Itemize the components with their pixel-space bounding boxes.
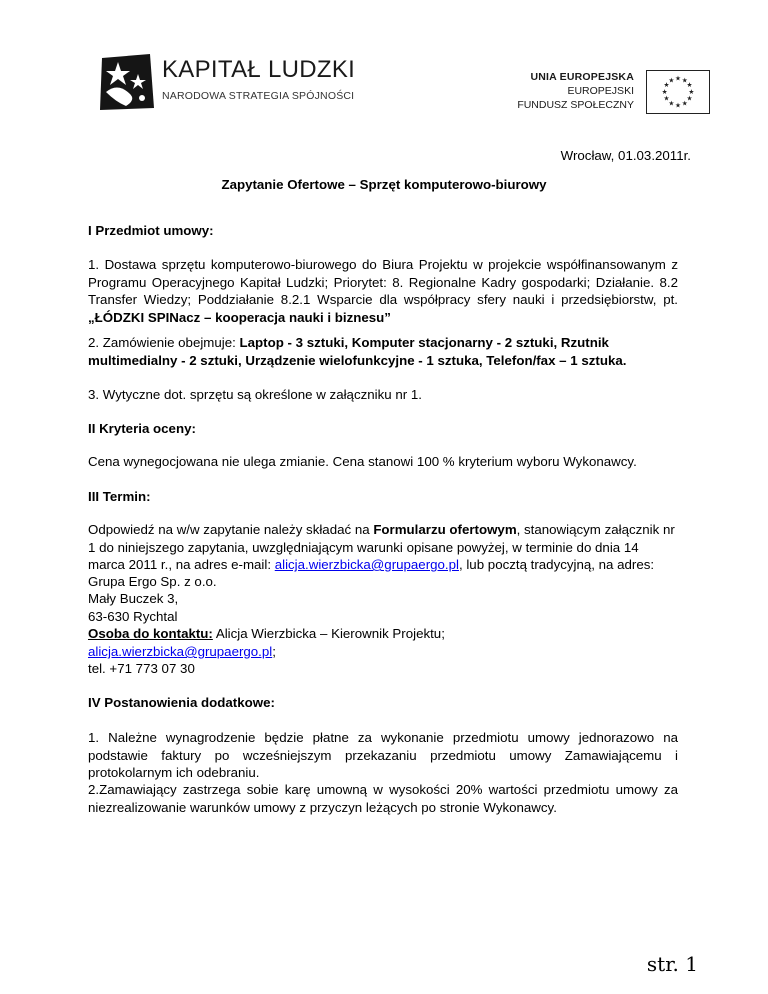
svg-text:★: ★ (661, 87, 668, 96)
svg-text:★: ★ (668, 99, 675, 108)
eu-flag-icon (646, 70, 710, 114)
eu-logo (500, 70, 710, 122)
section3-p1-b: , stanowiącym załącznik nr 1 do niniejszego zapytania, uwzględniającym warunki opisane powyżej, w terminie do dnia 14 marca 2011 r., na adres e-mail: (88, 522, 675, 572)
contact-person (88, 625, 678, 643)
contact-email-link[interactable]: alicja.wierzbicka@grupaergo.pl (88, 644, 273, 659)
section4-paragraph1: 1. Należne wynagrodzenie będzie płatne za wykonanie przedmiotu umowy jednorazowo na podstawie faktury po wcześniejszym przekazaniu przedmiotu umowy Zamawiającemu i protokolarnym ich odebraniu. (88, 730, 678, 780)
eu-logo-line1: UNIA EUROPEJSKA (530, 71, 634, 83)
section3-paragraph1 (88, 521, 678, 574)
section3-p1-a: Odpowiedź na w/w zapytanie należy składać na (88, 522, 374, 537)
kapital-ludzki-logo (96, 52, 356, 112)
svg-text:★: ★ (686, 94, 693, 103)
order-items: Laptop - 3 sztuki, Komputer stacjonarny - 2 sztuki, Rzutnik multimedialny - 2 sztuki, Urządzenie wielofunkcyjne - 1 sztuka, Telefon/fax – 1 sztuka. (88, 335, 627, 368)
svg-text:★: ★ (663, 94, 670, 103)
address-line3: 63-630 Rychtal (88, 609, 178, 624)
document-date: Wrocław, 01.03.2011r. (560, 148, 691, 163)
section1-paragraph3: 3. Wytyczne dot. sprzętu są określone w załączniku nr 1. (88, 387, 422, 402)
contact-email-line (88, 643, 678, 661)
eu-logo-text (517, 70, 634, 112)
email-link[interactable]: alicja.wierzbicka@grupaergo.pl (274, 557, 459, 572)
offer-form-label: Formularzu ofertowym (373, 522, 517, 537)
section3-heading: III Termin: (88, 489, 151, 504)
contact-value: Alicja Wierzbicka – Kierownik Projektu; (212, 626, 445, 641)
eu-logo-line3: FUNDUSZ SPOŁECZNY (517, 99, 634, 111)
svg-text:★: ★ (681, 99, 688, 108)
section2-paragraph1: Cena wynegocjowana nie ulega zmianie. Cena stanowi 100 % kryterium wyboru Wykonawcy. (88, 454, 637, 469)
contact-label: Osoba do kontaktu: (88, 626, 213, 641)
contact-email-suffix: ; (272, 644, 276, 659)
section4-heading: IV Postanowienia dodatkowe: (88, 695, 275, 710)
section1-p1-text: 1. Dostawa sprzętu komputerowo-biurowego do Biura Projektu w projekcie współfinansowanym z Programu Operacyjnego Kapitał Ludzki; Priorytet: 8. Regionalne Kadry gospodarki; Działanie. 8.2 Transfer Wiedzy; Poddziałanie 8.2.1 Wsparcie dla współpracy sfery nauki i przedsiębiorstw, pt. (88, 257, 678, 307)
project-name: „ŁÓDZKI SPINacz – kooperacja nauki i biznesu” (88, 309, 391, 325)
address-line1: Grupa Ergo Sp. z o.o. (88, 574, 217, 589)
section3-p1-c: , lub pocztą tradycyjną, na adres: (458, 557, 655, 572)
svg-text:★: ★ (675, 74, 681, 83)
section1-paragraph2 (88, 334, 678, 369)
page-number: str. 1 (646, 952, 698, 976)
kapital-ludzki-title: KAPITAŁ LUDZKI (162, 56, 356, 83)
svg-text:★: ★ (675, 101, 681, 110)
svg-text:★: ★ (686, 81, 693, 90)
section2-heading: II Kryteria oceny: (88, 421, 196, 436)
svg-text:★: ★ (688, 87, 695, 96)
contact-phone: tel. +71 773 07 30 (88, 661, 195, 676)
kapital-ludzki-emblem-icon (96, 52, 156, 112)
eu-logo-line2: EUROPEJSKI (567, 85, 634, 97)
svg-text:★: ★ (668, 76, 675, 85)
section4-paragraph2: 2.Zamawiający zastrzega sobie karę umowną w wysokości 20% wartości przedmiotu umowy za niezrealizowanie warunków umowy z przyczyn leżących po stronie Wykonawcy. (88, 782, 678, 815)
document-title: Zapytanie Ofertowe – Sprzęt komputerowo-biurowy (221, 177, 547, 192)
section1-heading: I Przedmiot umowy: (88, 223, 214, 238)
kapital-ludzki-subtitle: NARODOWA STRATEGIA SPÓJNOŚCI (162, 90, 355, 102)
section1-p2-lead: 2. Zamówienie obejmuje: (88, 335, 240, 350)
address-line2: Mały Buczek 3, (88, 591, 179, 606)
section1-paragraph1 (88, 256, 678, 326)
svg-text:★: ★ (663, 81, 670, 90)
svg-text:★: ★ (681, 76, 688, 85)
